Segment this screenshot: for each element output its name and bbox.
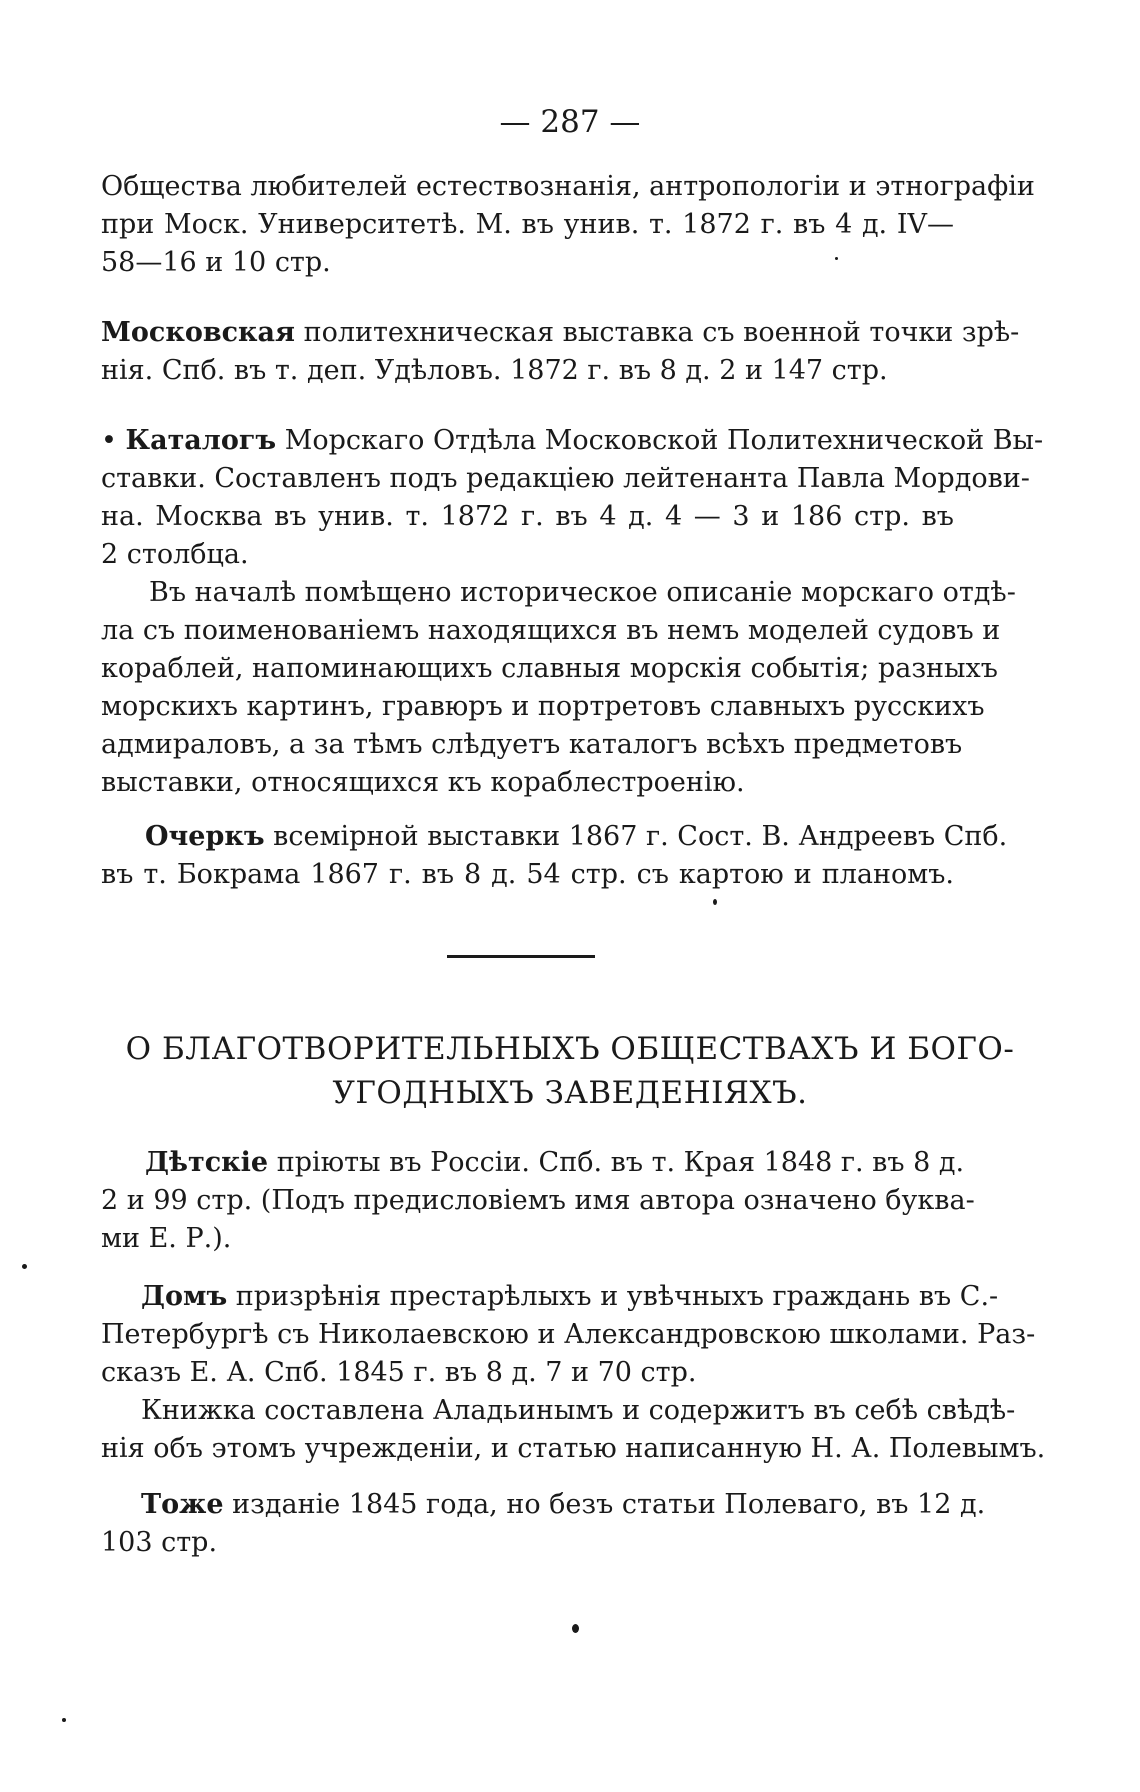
scan-speck	[62, 1718, 66, 1722]
entry-line	[145, 817, 1008, 857]
entry-text: изданіе 1845 года, но безъ статьи Полеваго, въ 12 д.	[223, 1489, 986, 1520]
scan-speck	[835, 257, 838, 260]
entry-line: ставки. Составленъ подъ редакціею лейтенанта Павла Мордови-	[101, 463, 1030, 494]
bullet-mark: •	[101, 425, 126, 456]
entry-line	[141, 1277, 999, 1317]
entry-line: 103 стр.	[101, 1527, 218, 1558]
entry-line: 2 и 99 стр. (Подъ предисловіемъ имя автора означено буква-	[101, 1185, 975, 1216]
annotation-line: морскихъ картинъ, гравюръ и портретовъ славныхъ русскихъ	[101, 691, 985, 722]
entry-line: на. Москва въ унив. т. 1872 г. въ 4 д. 4 — 3 и 186 стр. въ	[101, 501, 954, 532]
entry-heading: Очеркъ	[145, 821, 265, 852]
entry-line: при Моск. Университетѣ. М. въ унив. т. 1872 г. въ 4 д. IV—	[101, 209, 954, 240]
scan-speck	[22, 1264, 27, 1269]
entry-text: Морскаго Отдѣла Московской Политехнической Вы-	[276, 425, 1044, 456]
entry-line: ми Е. Р.).	[101, 1223, 232, 1254]
entry-text: призрѣнія престарѣлыхъ и увѣчныхъ граждань въ С.-	[227, 1281, 999, 1312]
scan-speck	[713, 899, 717, 905]
section-title-line-2: УГОДНЫХЪ ЗАВЕДЕНІЯХЪ.	[332, 1075, 808, 1111]
entry-heading: Домъ	[141, 1281, 228, 1312]
entry-line: сказъ Е. А. Спб. 1845 г. въ 8 д. 7 и 70 стр.	[101, 1357, 697, 1388]
annotation-line: Книжка составлена Аладьинымъ и содержитъ въ себѣ свѣдѣ-	[141, 1395, 1016, 1426]
entry-line: 58—16 и 10 стр.	[101, 247, 331, 278]
entry-line: Общества любителей естествознанія, антропологіи и этнографіи	[101, 171, 1035, 202]
entry-line: Петербургѣ съ Николаевскою и Александровскою школами. Раз-	[101, 1319, 1036, 1350]
entry-line: 2 столбца.	[101, 539, 249, 570]
section-title-line-1: О БЛАГОТВОРИТЕЛЬНЫХЪ ОБЩЕСТВАХЪ И БОГО-	[125, 1031, 1015, 1067]
entry-heading: Тоже	[141, 1489, 224, 1520]
entry-text: всемірной выставки 1867 г. Сост. В. Андреевъ Спб.	[264, 821, 1008, 852]
entry-text: пріюты въ Россіи. Спб. въ т. Края 1848 г. въ 8 д.	[268, 1147, 965, 1178]
page-number: — 287 —	[499, 104, 641, 140]
entry-line	[101, 313, 1020, 353]
section-divider	[447, 955, 595, 958]
entry-heading: Дѣтскіе	[145, 1147, 269, 1178]
entry-line: въ т. Бокрама 1867 г. въ 8 д. 54 стр. съ картою и планомъ.	[101, 859, 954, 890]
annotation-line: нія объ этомъ учрежденіи, и статью написанную Н. А. Полевымъ.	[101, 1433, 1046, 1464]
annotation-line: выставки, относящихся къ кораблестроенію.	[101, 767, 745, 798]
annotation-line: адмираловъ, а за тѣмъ слѣдуетъ каталогъ всѣхъ предметовъ	[101, 729, 963, 760]
annotation-line: кораблей, напоминающихъ славныя морскія событія; разныхъ	[101, 653, 998, 684]
entry-heading: Каталогъ	[125, 425, 277, 456]
entry-text: политехническая выставка съ военной точки зрѣ-	[294, 317, 1020, 348]
entry-line	[101, 421, 1044, 461]
annotation-line: Въ началѣ помѣщено историческое описаніе морскаго отдѣ-	[149, 577, 1016, 608]
entry-line	[145, 1143, 965, 1183]
scan-speck	[572, 1624, 579, 1633]
entry-line	[141, 1485, 986, 1525]
annotation-line: ла съ поименованіемъ находящихся въ немъ моделей судовъ и	[101, 615, 1001, 646]
entry-line: нія. Спб. въ т. деп. Удѣловъ. 1872 г. въ 8 д. 2 и 147 стр.	[101, 355, 888, 386]
entry-heading: Московская	[101, 317, 295, 348]
